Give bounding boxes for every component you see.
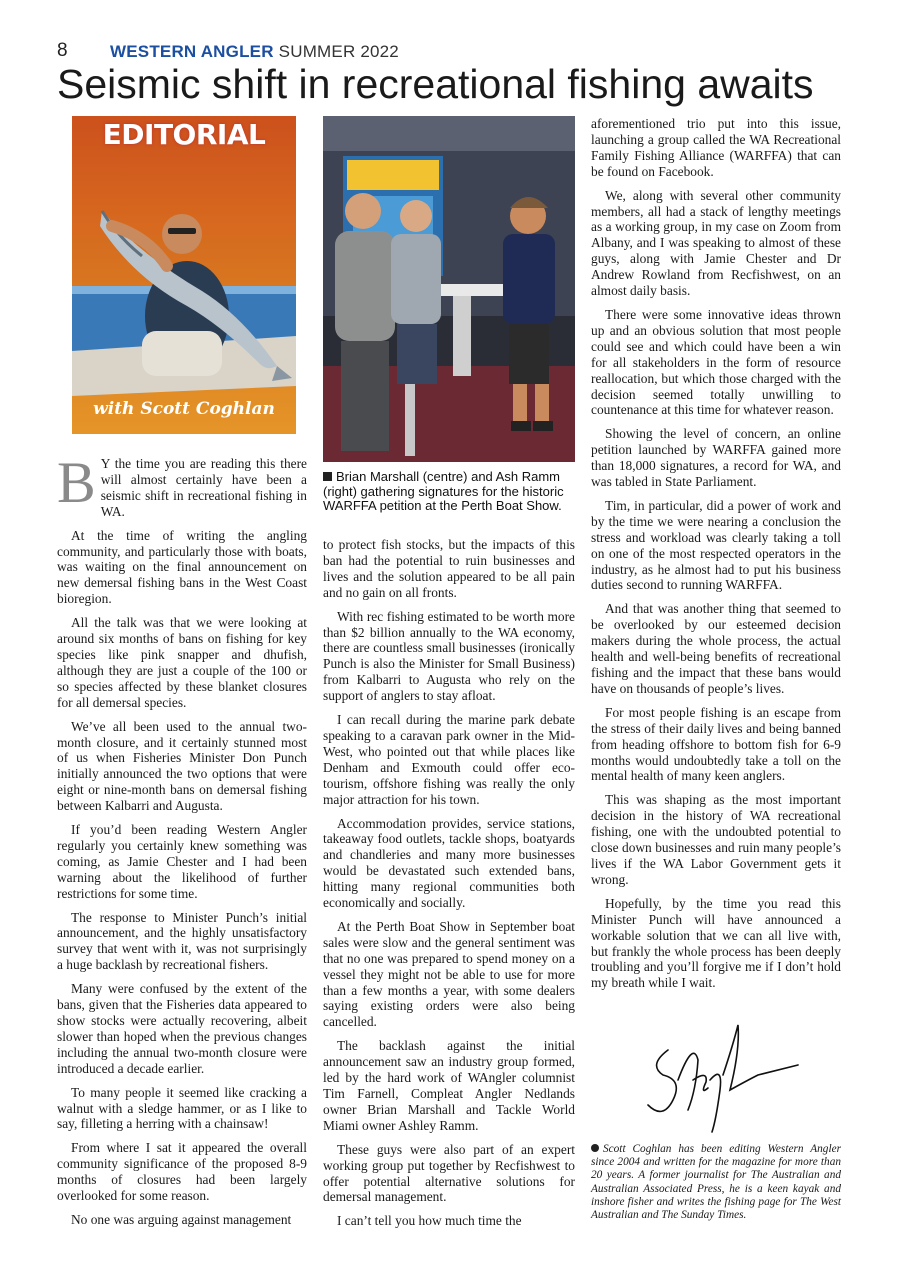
article-paragraph: to protect fish stocks, but the impacts of this ban had the potential to ruin businesses and lives and the solution appeared to be all pain and no gain on all fronts. (323, 537, 575, 600)
author-signature (638, 1020, 808, 1138)
article-paragraph: At the Perth Boat Show in September boat sales were slow and the general sentiment was that no one was prepared to spend money on a vessel they might not be able to use for more than a few months a year, with some dealers saying existing orders were also being cancelled. (323, 918, 575, 1030)
publication-name: WESTERN ANGLER (110, 42, 274, 61)
article-paragraph: Hopefully, by the time you read this Minister Punch will have announced a workable solution that we can all live with, but frankly the whole process has been deeply troubling and you’ll forgive me if I don’t hold my breath while I wait. (591, 895, 841, 991)
article-paragraph: Accommodation provides, service stations, takeaway food outlets, tackle shops, boatyards and chandleries and many more businesses would be devastated such extended bans, hitting many regional communities both economically and socially. (323, 815, 575, 911)
photo-caption-text: Brian Marshall (centre) and Ash Ramm (right) gathering signatures for the historic WARFFA petition at the Perth Boat Show. (323, 469, 564, 513)
article-paragraph: Showing the level of concern, an online petition launched by WARFFA gained more than 18,000 signatures, a record for WA, and was tabled in State Parliament. (591, 426, 841, 490)
article-paragraph: No one was arguing against management (71, 1211, 292, 1227)
boat-show-photo (323, 116, 575, 462)
editorial-byline: with Scott Coghlan (93, 399, 275, 419)
article-paragraph: We’ve all been used to the annual two-month closure, and it certainly stunned most of us when Fisheries Minister Don Punch initially announced the two options that were eight or nine-month bans on demersal fishing between Kalbarri and Augusta. (57, 718, 307, 814)
issue-season: SUMMER 2022 (278, 42, 399, 61)
article-paragraph: And that was another thing that seemed to be overlooked by our esteemed decision makers during the whole process, the actual health and well-being benefits of recreational fishing and the impact that these bans would have on thousands of people’s lives. (591, 601, 841, 696)
article-paragraph: For most people fishing is an escape from the stress of their daily lives and being banned from heading offshore to bottom fish for 6-9 months would undoubtedly take a toll on the mental health of many keen anglers. (591, 704, 841, 784)
photo-caption (323, 470, 575, 514)
article-paragraph: To many people it seemed like cracking a walnut with a sledge hammer, or as I like to say, filleting a herring with a chainsaw! (57, 1084, 307, 1132)
article-paragraph: Many were confused by the extent of the bans, given that the Fisheries data appeared to show stocks were actually recovering, albeit slower than hoped when the previous changes including the annual two-month closure were introduced a decade earlier. (57, 981, 307, 1076)
article-paragraph: From where I sat it appeared the overall community significance of the proposed 8-9 months of closures had been largely overlooked for some reason. (57, 1140, 307, 1204)
editorial-image (72, 116, 296, 434)
article-paragraph: These guys were also part of an expert working group put together by Recfishwest to offer potential alternative solutions for demersal management. (323, 1141, 575, 1205)
author-bio (591, 1143, 841, 1222)
boat-show-photo-illustration (323, 116, 575, 462)
article-paragraph: The response to Minister Punch’s initial announcement, and the highly unsatisfactory survey that went with it, was not surprisingly a huge backlash by recreational fishers. (57, 909, 307, 973)
article-paragraph: All the talk was that we were looking at around six months of bans on fishing for key species like pink snapper and dhufish, although they are just a couple of the 100 or so species affected by these blanket closures for all demersal species. (57, 615, 307, 710)
article-paragraph: I can’t tell you how much time the (337, 1213, 522, 1229)
article-column-2 (323, 537, 575, 1237)
author-bio-text: Scott Coghlan has been editing Western Angler since 2004 and written for the magazine for more than 20 years. A former journalist for The Australian and Australian Associated Press, he is a keen kayak and inshore fisher and writes the fishing page for The West Australian and The Sunday Times. (591, 1143, 841, 1222)
article-paragraph: With rec fishing estimated to be worth more than $2 billion annually to the WA economy, there are countless small businesses (ironically Punch is also the Minister for Small Business) from Kalbarri to Augusta who rely on the support of anglers to stay afloat. (323, 608, 575, 704)
article-column-1 (57, 450, 307, 1236)
article-paragraph: aforementioned trio put into this issue, launching a group called the WA Recreational Family Fishing Alliance (WARFFA) that can be found on Facebook. (591, 116, 841, 179)
caption-bullet (323, 472, 332, 481)
editorial-title: EDITORIAL (102, 118, 266, 151)
article-column-3 (591, 116, 841, 999)
article-paragraph: We, along with several other community members, all had a stack of lengthy meetings as a working group, in my case on Zoom from Albany, and I was speaking to almost of these guys, along with Jamie Chester and Dr Andrew Rowland from Recfishwest, on an almost daily basis. (591, 187, 841, 299)
masthead (110, 42, 399, 62)
article-paragraph: B Y the time you are reading this there will almost certainly have been a seismic shift in recreational fishing in WA. (57, 450, 307, 519)
article-paragraph: Tim, in particular, did a power of work and by the time we were nearing a conclusion the stress and workload was clearly taking a toll on one of the most respected operators in the industry, as he almost had to put his business duties second to running WARFFA. (591, 497, 841, 593)
angler-with-fish-illustration (72, 116, 296, 434)
article-paragraph: The backlash against the initial announcement saw an industry group formed, led by the hard work of WAngler columnist Tim Farnell, Compleat Angler Nedlands owner Brian Marshall and Tackle World Miami owner Ashley Ramm. (323, 1038, 575, 1133)
article-paragraph: There were some innovative ideas thrown up and an obvious solution that most people could see and which could have been a win for all stakeholders in the form of resource reallocation, but which those charged with the decision seemed totally unwilling to countenance at this time for whatever reason. (591, 306, 841, 418)
drop-cap: B (57, 450, 96, 515)
article-paragraph: If you’d been reading Western Angler regularly you certainly knew something was coming, as Jamie Chester and I had been warning about the likelihood of further restrictions for some time. (57, 822, 307, 901)
article-paragraph: This was shaping as the most important decision in the history of WA recreational fishing, one with the undoubted potential to close down businesses and ruin many people’s lives if the WA Labor Government gets it wrong. (591, 792, 841, 887)
headline: Seismic shift in recreational fishing awaits (57, 61, 814, 107)
article-paragraph: I can recall during the marine park debate speaking to a caravan park owner in the Mid-West, who pointed out that while places like Denham and Exmouth could offer eco-tourism, offshore fishing was really the only major attraction for his town. (323, 712, 575, 807)
page-number: 8 (57, 40, 68, 61)
bio-bullet (591, 1144, 599, 1152)
article-paragraph: At the time of writing the angling community, and particularly those with boats, was waiting on the final announcement on new demersal fishing bans in the West Coast bioregion. (57, 527, 307, 607)
